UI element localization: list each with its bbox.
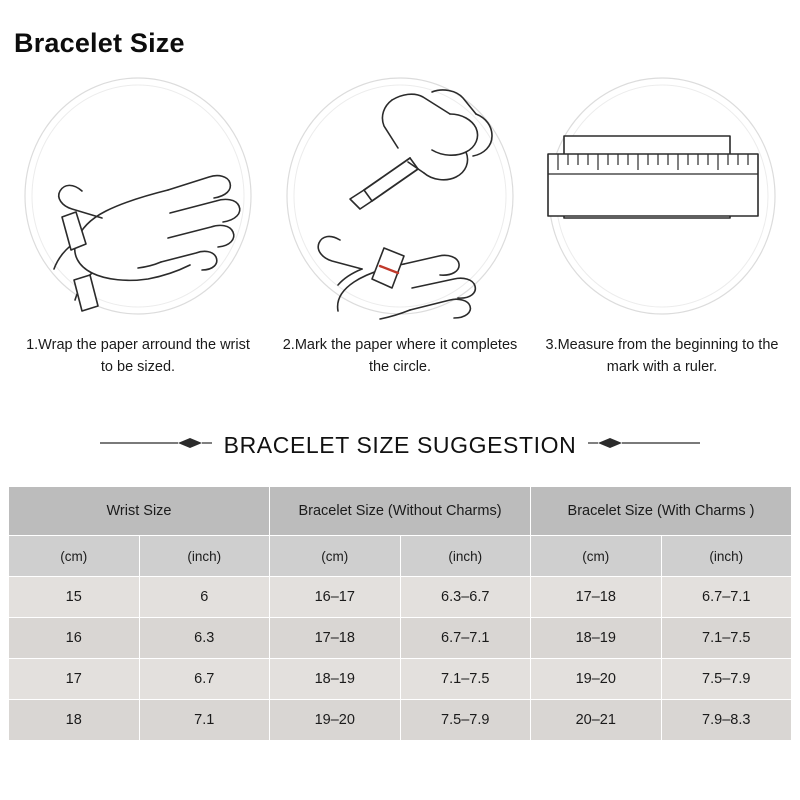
step-3 bbox=[534, 70, 790, 379]
table-row bbox=[9, 700, 792, 741]
suggestion-heading-row bbox=[0, 432, 800, 459]
cell: 19–20 bbox=[270, 700, 401, 741]
ruler-measuring-paper-strip-icon bbox=[542, 70, 782, 325]
cell: 19–20 bbox=[531, 659, 662, 700]
cell: 6 bbox=[139, 577, 270, 618]
cell: 18–19 bbox=[531, 618, 662, 659]
cell: 18–19 bbox=[270, 659, 401, 700]
table-row bbox=[9, 659, 792, 700]
suggestion-title: BRACELET SIZE SUGGESTION bbox=[223, 432, 577, 458]
cell: 17 bbox=[9, 659, 140, 700]
group-header-with-charms: Bracelet Size (With Charms ) bbox=[531, 487, 792, 536]
cell: 16–17 bbox=[270, 577, 401, 618]
hand-with-paper-strip-icon bbox=[18, 70, 258, 325]
cell: 7.5–7.9 bbox=[400, 700, 531, 741]
cell: 6.3–6.7 bbox=[400, 577, 531, 618]
cell: 16 bbox=[9, 618, 140, 659]
unit-header-3: (inch) bbox=[400, 536, 531, 577]
unit-header-4: (cm) bbox=[531, 536, 662, 577]
cell: 17–18 bbox=[270, 618, 401, 659]
page-title: Bracelet Size bbox=[14, 28, 185, 58]
steps-row bbox=[0, 70, 800, 379]
cell: 6.7–7.1 bbox=[400, 618, 531, 659]
cell: 18 bbox=[9, 700, 140, 741]
group-header-wrist-size: Wrist Size bbox=[9, 487, 270, 536]
table-group-header-row bbox=[9, 487, 792, 536]
cell: 15 bbox=[9, 577, 140, 618]
cell: 20–21 bbox=[531, 700, 662, 741]
ornament-left-icon bbox=[100, 435, 212, 456]
cell: 6.7–7.1 bbox=[661, 577, 792, 618]
cell: 7.5–7.9 bbox=[661, 659, 792, 700]
step-2 bbox=[272, 70, 528, 379]
table-row bbox=[9, 577, 792, 618]
unit-header-1: (inch) bbox=[139, 536, 270, 577]
cell: 7.1–7.5 bbox=[661, 618, 792, 659]
cell: 7.1–7.5 bbox=[400, 659, 531, 700]
step-1-caption: 1.Wrap the paper arround the wrist to be sized. bbox=[26, 337, 250, 375]
cell: 6.3 bbox=[139, 618, 270, 659]
step-3-caption: 3.Measure from the beginning to the mark with a ruler. bbox=[545, 337, 779, 375]
step-1 bbox=[10, 70, 266, 379]
cell: 17–18 bbox=[531, 577, 662, 618]
cell: 7.1 bbox=[139, 700, 270, 741]
unit-header-5: (inch) bbox=[661, 536, 792, 577]
table-unit-header-row bbox=[9, 536, 792, 577]
group-header-without-charms: Bracelet Size (Without Charms) bbox=[270, 487, 531, 536]
ornament-right-icon bbox=[588, 435, 700, 456]
size-table-wrapper bbox=[8, 486, 792, 741]
unit-header-0: (cm) bbox=[9, 536, 140, 577]
bracelet-size-table bbox=[8, 486, 792, 741]
table-row bbox=[9, 618, 792, 659]
hand-marking-paper-with-pen-icon bbox=[280, 70, 520, 325]
unit-header-2: (cm) bbox=[270, 536, 401, 577]
step-2-caption: 2.Mark the paper where it completes the circle. bbox=[282, 337, 518, 375]
cell: 7.9–8.3 bbox=[661, 700, 792, 741]
cell: 6.7 bbox=[139, 659, 270, 700]
